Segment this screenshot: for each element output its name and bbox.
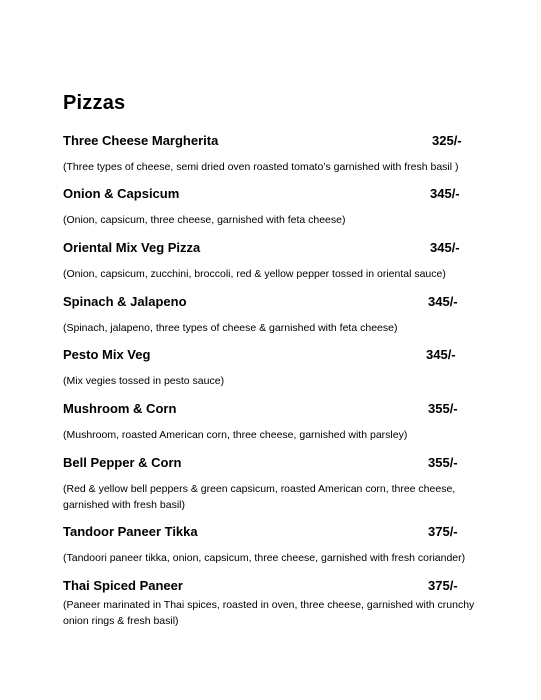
item-price: 345/- bbox=[430, 240, 460, 255]
item-description: (Red & yellow bell peppers & green capsicum, roasted American corn, three cheese, garnished with fresh basil) bbox=[63, 483, 456, 511]
page-title: Pizzas bbox=[63, 92, 126, 114]
item-name: Onion & Capsicum bbox=[63, 186, 180, 201]
item-name: Bell Pepper & Corn bbox=[63, 455, 182, 470]
item-description: (Spinach, jalapeno, three types of cheese & garnished with feta cheese) bbox=[63, 322, 398, 334]
item-description: (Tandoori paneer tikka, onion, capsicum, three cheese, garnished with fresh coriander) bbox=[63, 552, 466, 564]
item-description: (Paneer marinated in Thai spices, roasted in oven, three cheese, garnished with crunchy onion rings & fresh basil) bbox=[63, 599, 475, 627]
item-price: 345/- bbox=[430, 186, 460, 201]
item-name: Thai Spiced Paneer bbox=[63, 578, 183, 593]
item-name: Three Cheese Margherita bbox=[63, 133, 219, 148]
item-description: (Onion, capsicum, three cheese, garnished with feta cheese) bbox=[63, 214, 346, 226]
item-name: Spinach & Jalapeno bbox=[63, 294, 187, 309]
item-price: 325/- bbox=[432, 133, 462, 148]
item-price: 375/- bbox=[428, 578, 458, 593]
item-description: (Mushroom, roasted American corn, three cheese, garnished with parsley) bbox=[63, 429, 408, 441]
item-name: Pesto Mix Veg bbox=[63, 347, 151, 362]
item-description: (Three types of cheese, semi dried oven roasted tomato’s garnished with fresh basil ) bbox=[63, 161, 459, 173]
item-name: Tandoor Paneer Tikka bbox=[63, 524, 198, 539]
item-price: 345/- bbox=[426, 347, 456, 362]
item-price: 345/- bbox=[428, 294, 458, 309]
item-price: 375/- bbox=[428, 524, 458, 539]
item-description: (Mix vegies tossed in pesto sauce) bbox=[63, 375, 225, 387]
item-name: Oriental Mix Veg Pizza bbox=[63, 240, 201, 255]
item-price: 355/- bbox=[428, 455, 458, 470]
item-name: Mushroom & Corn bbox=[63, 401, 177, 416]
item-description: (Onion, capsicum, zucchini, broccoli, red & yellow pepper tossed in oriental sauce) bbox=[63, 268, 446, 280]
item-price: 355/- bbox=[428, 401, 458, 416]
